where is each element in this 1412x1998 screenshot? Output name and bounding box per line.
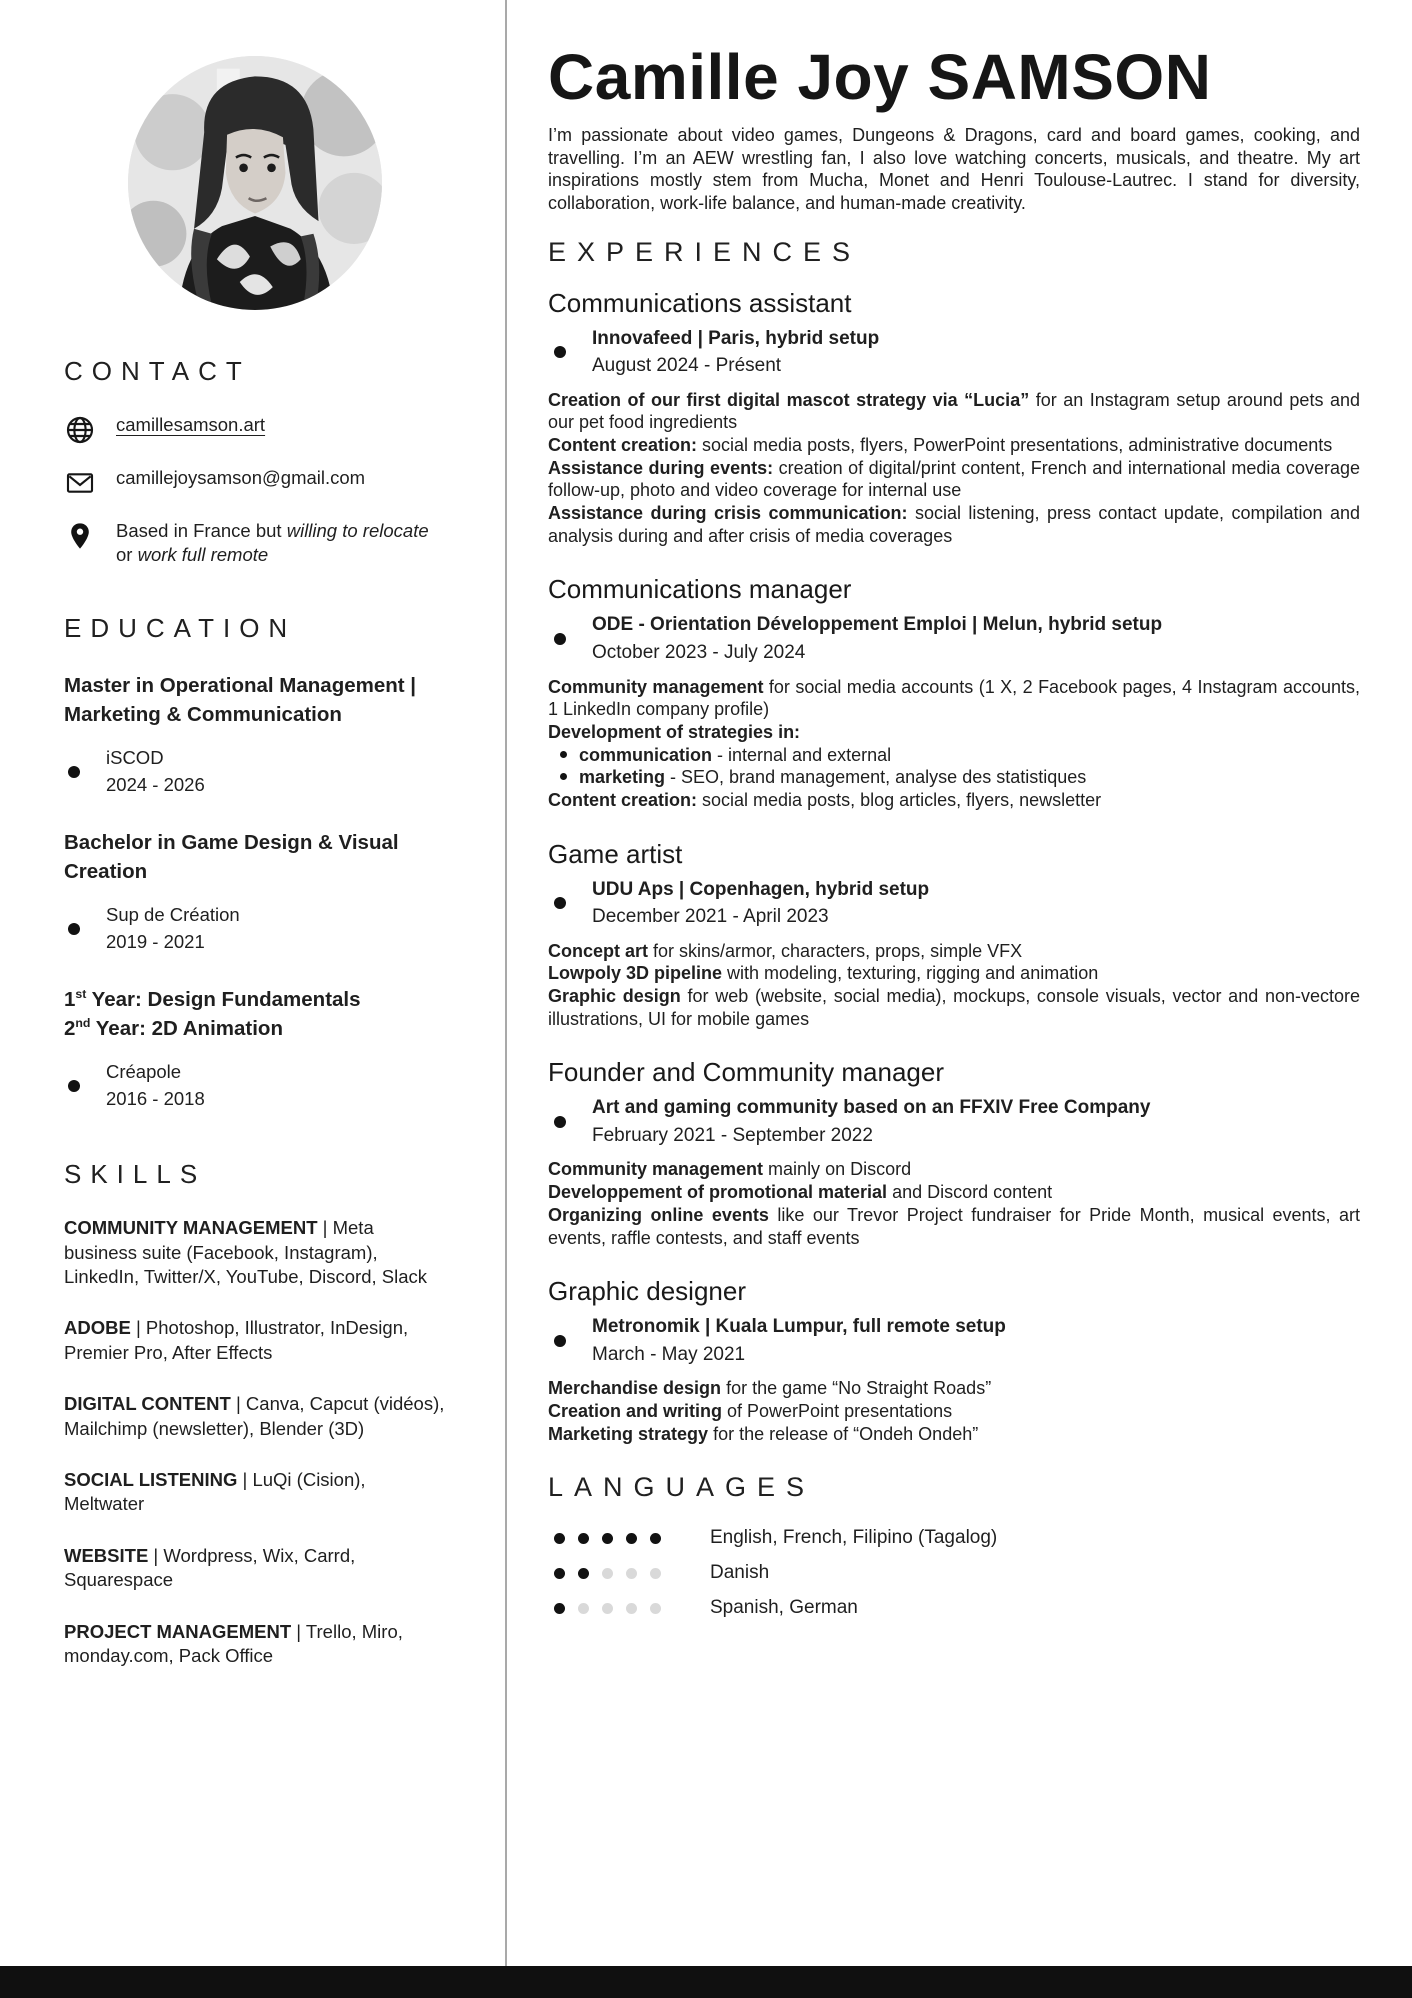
level-dot-empty [602, 1603, 613, 1614]
location-pin-icon [64, 520, 96, 552]
level-dot-filled [554, 1603, 565, 1614]
job-detail-lead: Community management [548, 1159, 764, 1180]
job-detail-line [548, 1377, 1360, 1400]
education-item [64, 672, 446, 799]
job-detail-text: for social media accounts (1 X, 2 Facebook pages, 4 Instagram accounts, 1 LinkedIn company profile) [548, 676, 1360, 720]
job-detail-line [548, 1423, 1360, 1446]
job-detail-text: - internal and external [712, 744, 892, 765]
job-title: Communications manager [548, 574, 852, 605]
job-detail-lead: Developpement of promotional material [548, 1182, 888, 1203]
job-detail-lead: marketing [579, 767, 666, 788]
skill-item [64, 1620, 446, 1669]
job-detail-line [548, 389, 1360, 434]
job-detail-text: social media posts, flyers, PowerPoint presentations, administrative documents [697, 435, 1333, 456]
education-item [64, 986, 446, 1113]
bullet-icon [68, 766, 80, 778]
skill-text: | Meta business suite (Facebook, Instagram), LinkedIn, Twitter/X, YouTube, Discord, Slack [64, 1217, 427, 1287]
education-school: Sup de Création [106, 904, 240, 926]
skill-label: COMMUNITY MANAGEMENT [64, 1217, 318, 1239]
job-detail-text: for an Instagram setup around pets and our pet food ingredients [548, 389, 1360, 433]
website-link[interactable]: camillesamson.art [116, 414, 266, 435]
job-title: Founder and Community manager [548, 1057, 944, 1088]
job-detail-line [548, 940, 1360, 963]
job-detail-text: social media posts, blog articles, flyers, newsletter [697, 789, 1102, 810]
skill-label: PROJECT MANAGEMENT [64, 1620, 292, 1642]
job-detail-line [548, 1400, 1360, 1423]
job-organization: Metronomik | Kuala Lumpur, full remote setup [592, 1316, 1006, 1338]
job-dates: March - May 2021 [592, 1343, 746, 1365]
bullet-icon [68, 1080, 80, 1092]
sub-bullet-icon [560, 751, 567, 758]
language-row [548, 1527, 1360, 1549]
level-dot-filled [650, 1533, 661, 1544]
skill-label: DIGITAL CONTENT [64, 1393, 231, 1415]
education-item [64, 829, 446, 956]
bullet-icon [68, 923, 80, 935]
job-detail-line [548, 1204, 1360, 1249]
level-dot-filled [578, 1568, 589, 1579]
job-organization: UDU Aps | Copenhagen, hybrid setup [592, 878, 930, 900]
job-dates: February 2021 - September 2022 [592, 1124, 873, 1146]
job-detail-text: for the release of “Ondeh Ondeh” [708, 1423, 979, 1444]
job-detail-line [548, 457, 1360, 502]
job-dates: October 2023 - July 2024 [592, 642, 806, 664]
experience-item [548, 574, 1360, 811]
skill-text: | LuQi (Cision), Meltwater [64, 1468, 366, 1515]
job-meta-row [548, 1094, 1360, 1149]
level-dot-empty [578, 1603, 589, 1614]
job-detail-lead: Creation of our first digital mascot strategy via “Lucia” [548, 389, 1030, 410]
skills-section-title: SKILLS [64, 1159, 207, 1190]
language-label: English, French, Filipino (Tagalog) [710, 1527, 998, 1549]
job-detail-lead: Assistance during events: [548, 457, 774, 478]
bullet-icon [554, 1335, 566, 1347]
experience-item [548, 288, 1360, 548]
language-level-dots [548, 1533, 710, 1544]
language-row [548, 1562, 1360, 1584]
skill-text: | Wordpress, Wix, Carrd, Squarespace [64, 1544, 356, 1591]
job-detail-line [548, 985, 1360, 1030]
job-detail-line [548, 676, 1360, 721]
level-dot-empty [626, 1603, 637, 1614]
skill-label: ADOBE [64, 1317, 131, 1339]
experience-item [548, 1057, 1360, 1249]
job-detail-lead: communication [579, 744, 713, 765]
job-detail-lead: Community management [548, 676, 764, 697]
level-dot-filled [602, 1533, 613, 1544]
education-school: iSCOD [106, 747, 164, 769]
job-dates: August 2024 - Présent [592, 355, 782, 377]
languages-section-title: LANGUAGES [548, 1472, 816, 1503]
intro-paragraph: I’m passionate about video games, Dungeons & Dragons, card and board games, cooking, and travelling. I’m an AEW wrestling fan, I also love watching concerts, musicals, and theatre. My art inspirations mostly stem from Mucha, Monet and Henri Toulouse-Lautrec. I stand for diversity, collaboration, work-life balance, and human-made creativity. [548, 125, 1360, 214]
education-years: 2019 - 2021 [106, 931, 205, 953]
page-footer-bar [0, 1966, 1412, 1998]
job-detail-text: and Discord content [887, 1182, 1053, 1203]
experience-item [548, 839, 1360, 1031]
job-meta-row [548, 611, 1360, 666]
skill-text: | Photoshop, Illustrator, InDesign, Premier Pro, After Effects [64, 1317, 409, 1363]
job-title: Game artist [548, 838, 683, 869]
job-detail-line [548, 1181, 1360, 1204]
profile-photo-image [128, 56, 382, 310]
skill-label: WEBSITE [64, 1544, 149, 1566]
job-meta-row [548, 1313, 1360, 1368]
globe-icon [64, 414, 96, 446]
contact-list [64, 413, 446, 567]
contact-location-row [64, 519, 446, 567]
level-dot-filled [554, 1533, 565, 1544]
language-label: Danish [710, 1562, 770, 1584]
level-dot-empty [650, 1568, 661, 1579]
bullet-icon [554, 897, 566, 909]
education-section-title: EDUCATION [64, 613, 297, 644]
level-dot-empty [650, 1603, 661, 1614]
language-level-dots [548, 1568, 710, 1579]
job-organization: Art and gaming community based on an FFXIV Free Company [592, 1097, 1151, 1119]
job-detail-lead: Marketing strategy [548, 1423, 709, 1444]
experiences-list [548, 288, 1360, 1446]
person-name: Camille Joy SAMSON [548, 41, 1212, 113]
job-detail-line [548, 502, 1360, 547]
email-text[interactable]: camillejoysamson@gmail.com [116, 467, 366, 488]
level-dot-filled [578, 1533, 589, 1544]
profile-photo [128, 56, 382, 310]
job-detail-lead: Graphic design [548, 986, 681, 1007]
right-column [548, 0, 1360, 1619]
job-detail-line [548, 789, 1360, 812]
job-detail-lead: Creation and writing [548, 1400, 723, 1421]
education-detail-row [64, 902, 446, 956]
skills-list [64, 1216, 446, 1668]
job-detail-subitem [548, 766, 1360, 789]
job-detail-lead: Merchandise design [548, 1378, 722, 1399]
language-label: Spanish, German [710, 1597, 858, 1619]
job-detail-lead: Concept art [548, 940, 649, 961]
skill-item [64, 1216, 446, 1289]
sub-bullet-icon [560, 773, 567, 780]
skill-item [64, 1392, 446, 1441]
education-years: 2016 - 2018 [106, 1088, 205, 1110]
job-title: Communications assistant [548, 287, 852, 318]
job-meta-row [548, 325, 1360, 380]
job-details [548, 389, 1360, 548]
education-list [64, 672, 446, 1113]
job-detail-text: for skins/armor, characters, props, simple VFX [648, 940, 1023, 961]
skill-item [64, 1316, 446, 1365]
job-detail-line [548, 434, 1360, 457]
contact-location-text: Based in France but willing to relocate or work full remote [116, 520, 429, 566]
job-detail-text: creation of digital/print content, French and international media coverage follow-up, photo and video coverage for internal use [548, 457, 1360, 501]
bullet-icon [554, 346, 566, 358]
job-detail-text: - SEO, brand management, analyse des statistiques [665, 767, 1087, 788]
level-dot-filled [626, 1533, 637, 1544]
job-detail-lead: Assistance during crisis communication: [548, 503, 908, 524]
skill-item [64, 1468, 446, 1517]
language-level-dots [548, 1603, 710, 1614]
column-divider [505, 0, 507, 1966]
job-title: Graphic designer [548, 1276, 746, 1307]
job-detail-lead: Lowpoly 3D pipeline [548, 963, 723, 984]
bullet-icon [554, 633, 566, 645]
languages-list [548, 1527, 1360, 1619]
contact-section-title: CONTACT [64, 356, 251, 386]
job-detail-text: like our Trevor Project fundraiser for Pride Month, musical events, art events, raffle contests, and staff events [548, 1204, 1361, 1248]
job-detail-text: social listening, press contact update, compilation and analysis during and after crisis of media coverages [548, 503, 1360, 546]
job-organization: Innovafeed | Paris, hybrid setup [592, 327, 880, 349]
job-detail-lead: Content creation: [548, 435, 698, 456]
job-detail-lead: Content creation: [548, 789, 698, 810]
job-detail-text: with modeling, texturing, rigging and animation [722, 963, 1099, 984]
contact-website-row [64, 413, 446, 446]
experiences-section-title: EXPERIENCES [548, 236, 862, 267]
job-detail-line [548, 1158, 1360, 1181]
education-detail-row [64, 745, 446, 799]
level-dot-filled [554, 1568, 565, 1579]
skill-label: SOCIAL LISTENING [64, 1468, 238, 1490]
job-detail-line [548, 962, 1360, 985]
job-details [548, 676, 1360, 812]
job-detail-lead: Development of strategies in: [548, 721, 801, 742]
job-detail-subitem [548, 744, 1360, 767]
envelope-icon [64, 467, 96, 499]
education-degree: 1st Year: Design Fundamentals 2nd Year: 2D Animation [64, 987, 361, 1040]
job-detail-line [548, 721, 1360, 744]
job-details [548, 1158, 1360, 1249]
job-detail-lead: Organizing online events [548, 1204, 769, 1225]
job-detail-text: for the game “No Straight Roads” [721, 1378, 992, 1399]
education-detail-row [64, 1059, 446, 1113]
left-column [64, 0, 446, 1695]
language-row [548, 1597, 1360, 1619]
education-years: 2024 - 2026 [106, 774, 205, 796]
education-school: Créapole [106, 1061, 182, 1083]
skill-text: | Canva, Capcut (vidéos), Mailchimp (newsletter), Blender (3D) [64, 1393, 445, 1439]
experience-item [548, 1276, 1360, 1445]
bullet-icon [554, 1116, 566, 1128]
job-dates: December 2021 - April 2023 [592, 906, 829, 928]
level-dot-empty [602, 1568, 613, 1579]
education-degree: Bachelor in Game Design & Visual Creation [64, 831, 399, 883]
job-organization: ODE - Orientation Développement Emploi | Melun, hybrid setup [592, 614, 1163, 636]
job-detail-text: of PowerPoint presentations [722, 1400, 953, 1421]
job-details [548, 940, 1360, 1031]
job-detail-text: mainly on Discord [763, 1159, 912, 1180]
contact-email-row [64, 466, 446, 499]
job-details [548, 1377, 1360, 1445]
level-dot-empty [626, 1568, 637, 1579]
job-meta-row [548, 876, 1360, 931]
skill-item [64, 1544, 446, 1593]
education-degree: Master in Operational Management | Marketing & Communication [64, 674, 417, 726]
job-detail-text: for web (website, social media), mockups, console visuals, vector and non-vectore illustrations, UI for mobile games [548, 986, 1360, 1029]
skill-text: | Trello, Miro, monday.com, Pack Office [64, 1620, 403, 1666]
